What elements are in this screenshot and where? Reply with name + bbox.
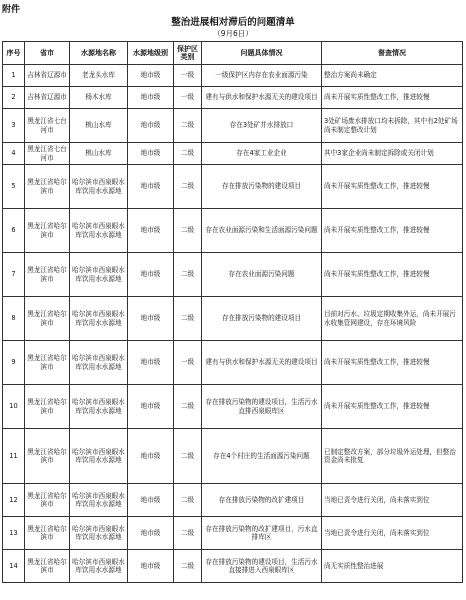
cell-level: 地市级 — [128, 165, 174, 209]
cell-source: 哈尔滨市西泉眼水库饮用水水源地 — [70, 550, 128, 583]
cell-no: 13 — [3, 517, 25, 550]
table-row — [3, 109, 463, 143]
cell-no: 14 — [3, 550, 25, 583]
cell-city: 黑龙江省哈尔滨市 — [25, 429, 70, 484]
table-row — [3, 429, 463, 484]
cell-zone: 一级 — [174, 341, 202, 385]
cell-no: 1 — [3, 65, 25, 87]
cell-source: 哈尔滨市西泉眼水库饮用水水源地 — [70, 429, 128, 484]
cell-level: 地市级 — [128, 550, 174, 583]
cell-zone: 二级 — [174, 165, 202, 209]
cell-supervision: 尚未开展实质性整改工作，推进较慢 — [322, 253, 463, 297]
cell-no: 3 — [3, 109, 25, 143]
table-row — [3, 550, 463, 583]
cell-no: 10 — [3, 385, 25, 429]
table-row — [3, 209, 463, 253]
cell-supervision: 其中3家企业尚未制定拆除或关闭计划 — [322, 143, 463, 165]
cell-level: 地市级 — [128, 484, 174, 517]
cell-level: 地市级 — [128, 517, 174, 550]
cell-zone: 二级 — [174, 550, 202, 583]
cell-zone: 二级 — [174, 109, 202, 143]
header-source: 水源地名称 — [70, 42, 128, 65]
cell-city: 黑龙江省哈尔滨市 — [25, 385, 70, 429]
cell-issue: 存在排放污染物的建设项目，生活污水直排西泉眼库区 — [202, 385, 322, 429]
cell-zone: 一级 — [174, 87, 202, 109]
cell-supervision: 尚无实质性整治进展 — [322, 550, 463, 583]
cell-city: 黑龙江省哈尔滨市 — [25, 341, 70, 385]
cell-issue: 一级保护区内存在农业面源污染 — [202, 65, 322, 87]
cell-source: 哈尔滨市西泉眼水库饮用水水源地 — [70, 253, 128, 297]
cell-source: 桃山水库 — [70, 143, 128, 165]
attachment-label: 附件 — [2, 5, 21, 15]
cell-supervision: 尚未开展实质性整改工作，推进较慢 — [322, 385, 463, 429]
cell-level: 地市级 — [128, 65, 174, 87]
cell-level: 地市级 — [128, 209, 174, 253]
cell-issue: 建有与供水和保护水源无关的建设项目 — [202, 87, 322, 109]
cell-city: 黑龙江省哈尔滨市 — [25, 517, 70, 550]
cell-supervision: 当地已责令进行关闭，尚未落实到位 — [322, 517, 463, 550]
cell-source: 哈尔滨市西泉眼水库饮用水水源地 — [70, 385, 128, 429]
cell-source: 哈尔滨市西泉眼水库饮用水水源地 — [70, 517, 128, 550]
table-row — [3, 517, 463, 550]
cell-supervision: 尚未开展实质性整改工作，推进较慢 — [322, 165, 463, 209]
header-zone: 保护区类别 — [174, 42, 202, 65]
issue-list-table — [2, 41, 463, 583]
cell-level: 地市级 — [128, 429, 174, 484]
cell-source: 老龙头水库 — [70, 65, 128, 87]
cell-issue: 存在排放污染物的建设项目，生活污水直接排进入西泉眼库区 — [202, 550, 322, 583]
cell-city: 黑龙江省哈尔滨市 — [25, 253, 70, 297]
header-no: 序号 — [3, 42, 25, 65]
cell-source: 桃山水库 — [70, 109, 128, 143]
cell-no: 5 — [3, 165, 25, 209]
cell-issue: 存在排放污染物的改扩建项目 — [202, 484, 322, 517]
cell-zone: 二级 — [174, 517, 202, 550]
header-city: 省市 — [25, 42, 70, 65]
cell-issue: 存在农业面源污染问题 — [202, 253, 322, 297]
cell-source: 哈尔滨市西泉眼水库饮用水水源地 — [70, 165, 128, 209]
header-supervision: 督查情况 — [322, 42, 463, 65]
cell-issue: 存在排放污染物的改扩建项目，污水直排库区 — [202, 517, 322, 550]
cell-issue: 存在3处矿井水排放口 — [202, 109, 322, 143]
cell-level: 地市级 — [128, 253, 174, 297]
cell-city: 黑龙江省七台河市 — [25, 109, 70, 143]
cell-source: 哈尔滨市西泉眼水库饮用水水源地 — [70, 297, 128, 341]
cell-supervision: 3处矿场废水排放口均未拆除，其中有2处矿场尚未制定整改计划 — [322, 109, 463, 143]
table-row — [3, 341, 463, 385]
document-title: 整治进展相对滞后的问题清单 — [171, 17, 295, 28]
cell-issue: 存在排放污染物的建设项目 — [202, 165, 322, 209]
header-level: 水源地级别 — [128, 42, 174, 65]
date-note: （9月6日） — [213, 29, 253, 38]
cell-zone: 二级 — [174, 143, 202, 165]
table-row — [3, 385, 463, 429]
header-issue: 问题具体情况 — [202, 42, 322, 65]
cell-issue: 存在4家工业企业 — [202, 143, 322, 165]
cell-city: 黑龙江省哈尔滨市 — [25, 484, 70, 517]
cell-no: 7 — [3, 253, 25, 297]
cell-supervision: 尚未开展实质性整改工作，推进较慢 — [322, 341, 463, 385]
cell-city: 黑龙江省哈尔滨市 — [25, 297, 70, 341]
cell-supervision: 尚未开展实质性整改工作，推进较慢 — [322, 209, 463, 253]
table-header-row — [3, 42, 463, 65]
cell-zone: 二级 — [174, 429, 202, 484]
table-row — [3, 253, 463, 297]
cell-issue: 存在排放污染物的建设项目 — [202, 297, 322, 341]
cell-no: 9 — [3, 341, 25, 385]
cell-city: 黑龙江省哈尔滨市 — [25, 550, 70, 583]
cell-level: 地市级 — [128, 109, 174, 143]
table-row — [3, 143, 463, 165]
cell-supervision: 整治方案尚未确定 — [322, 65, 463, 87]
cell-zone: 二级 — [174, 385, 202, 429]
cell-source: 哈尔滨市西泉眼水库饮用水水源地 — [70, 341, 128, 385]
cell-city: 黑龙江省哈尔滨市 — [25, 209, 70, 253]
cell-zone: 二级 — [174, 297, 202, 341]
cell-level: 地市级 — [128, 297, 174, 341]
cell-city: 吉林省辽源市 — [25, 65, 70, 87]
cell-no: 2 — [3, 87, 25, 109]
cell-level: 地市级 — [128, 87, 174, 109]
cell-no: 8 — [3, 297, 25, 341]
cell-issue: 建有与供水和保护水源无关的建设项目 — [202, 341, 322, 385]
cell-city: 吉林省辽源市 — [25, 87, 70, 109]
cell-zone: 二级 — [174, 253, 202, 297]
cell-supervision: 目前对污水、垃圾定期收集外运，尚未开展污水收集管网建设，存在环境风险 — [322, 297, 463, 341]
cell-supervision: 当地已责令进行关闭，尚未落实到位 — [322, 484, 463, 517]
cell-supervision: 尚未开展实质性整改工作，推进较慢 — [322, 87, 463, 109]
cell-city: 黑龙江省七台河市 — [25, 143, 70, 165]
cell-no: 6 — [3, 209, 25, 253]
table-row — [3, 297, 463, 341]
table-row — [3, 65, 463, 87]
cell-no: 11 — [3, 429, 25, 484]
cell-issue: 存在4个村庄的生活面源污染问题 — [202, 429, 322, 484]
cell-zone: 一级 — [174, 65, 202, 87]
cell-no: 12 — [3, 484, 25, 517]
cell-issue: 存在农业面源污染和生活面源污染问题 — [202, 209, 322, 253]
table-row — [3, 484, 463, 517]
table-body — [3, 65, 463, 583]
cell-city: 黑龙江省哈尔滨市 — [25, 165, 70, 209]
cell-level: 地市级 — [128, 143, 174, 165]
cell-level: 地市级 — [128, 341, 174, 385]
cell-level: 地市级 — [128, 385, 174, 429]
cell-source: 哈尔滨市西泉眼水库饮用水水源地 — [70, 484, 128, 517]
table-row — [3, 165, 463, 209]
table-row — [3, 87, 463, 109]
cell-no: 4 — [3, 143, 25, 165]
cell-zone: 二级 — [174, 209, 202, 253]
cell-supervision: 已制定整改方案，部分垃圾外运处理，但整治资金尚未批复 — [322, 429, 463, 484]
cell-source: 哈尔滨市西泉眼水库饮用水水源地 — [70, 209, 128, 253]
cell-zone: 二级 — [174, 484, 202, 517]
cell-source: 杨木水库 — [70, 87, 128, 109]
